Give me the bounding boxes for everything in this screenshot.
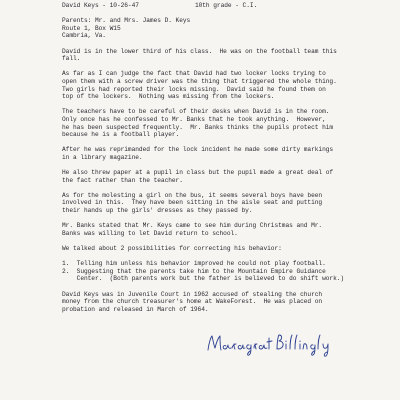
paragraph-line: The teachers have to be careful of their desks when David is in the room. bbox=[62, 108, 330, 116]
paragraph-line: David Keys was in Juvenile Court in 1962 accused of stealing the church bbox=[62, 290, 323, 298]
parent-address bbox=[62, 17, 392, 40]
paragraph-line: He also threw paper at a pupil in class but the pupil made a great deal of bbox=[62, 169, 334, 177]
paragraph-line: top of the lockers. Nothing was missing from the lockers. bbox=[62, 93, 275, 101]
paragraph-line: Center. (Both parents work but the father is believed to do shift work.) bbox=[62, 275, 345, 283]
paragraph-line: their hands up the girls' dresses as they passed by. bbox=[62, 207, 253, 215]
paragraph bbox=[62, 48, 392, 63]
paragraph-line: Banks was willing to let David return to school. bbox=[62, 229, 238, 237]
address-line: Cambria, Va. bbox=[62, 32, 106, 40]
paragraph-line: fall. bbox=[62, 55, 81, 63]
paragraph-line: because he is a football player. bbox=[62, 131, 180, 139]
paragraph-line: he has been suspected frequently. Mr. Banks thinks the pupils protect him bbox=[62, 123, 334, 131]
paragraph-line: Two girls had reported their locks missing. David said he found them on bbox=[62, 85, 326, 93]
paragraph bbox=[62, 222, 392, 237]
paragraph-line: As far as I can judge the fact that David had two locker locks trying to bbox=[62, 70, 326, 78]
paragraph bbox=[62, 291, 392, 314]
paragraph bbox=[62, 192, 392, 215]
paragraph-line: We talked about 2 possibilities for correcting his behavior: bbox=[62, 245, 282, 252]
address-line: Route 1, Box W15 bbox=[62, 24, 121, 32]
paragraph bbox=[62, 169, 392, 184]
document-body bbox=[62, 2, 392, 313]
paragraph-line: open them with a screw driver was the thing that triggered the whole thing. bbox=[62, 77, 337, 85]
paragraph bbox=[62, 260, 392, 283]
paragraph-line: David is in the lower third of his class. He was on the football team this bbox=[62, 47, 337, 55]
paragraph bbox=[62, 245, 392, 253]
grade: 10th grade - C.I. bbox=[194, 2, 258, 9]
paragraph-line: After he was reprimanded for the lock incident he made some dirty markings bbox=[62, 146, 334, 154]
paragraph-line: Only once has he confessed to Mr. Banks that he took anything. However, bbox=[62, 115, 326, 123]
paragraph-line: money from the church treasurer's home at WakeForest. He was placed on bbox=[62, 298, 323, 306]
paragraph-line: 1. Telling him unless his behavior improved he could not play football. bbox=[62, 260, 326, 268]
paragraph-line: probation and released in March of 1964. bbox=[62, 305, 209, 313]
paragraph-line: As for the molesting a girl on the bus, it seems several boys have been bbox=[62, 191, 323, 199]
paragraph bbox=[62, 70, 392, 100]
paragraph-line: Mr. Banks stated that Mr. Keys came to see him during Christmas and Mr. bbox=[62, 222, 323, 230]
paragraph-line: in a library magazine. bbox=[62, 153, 143, 161]
handwritten-signature bbox=[204, 330, 334, 358]
paragraph-line: 2. Suggesting that the parents take him to the Mountain Empire Guidance bbox=[62, 267, 326, 275]
address-line: Parents: Mr. and Mrs. James D. Keys bbox=[62, 17, 191, 25]
paragraph-line: the fact rather than the teacher. bbox=[62, 176, 183, 184]
paragraph bbox=[62, 146, 392, 161]
paragraph bbox=[62, 108, 392, 138]
header-line bbox=[62, 2, 392, 10]
paragraph-line: involved in this. They have been sitting in the aisle seat and putting bbox=[62, 199, 323, 207]
student-name-date: David Keys - 10-26-47 bbox=[62, 2, 139, 9]
